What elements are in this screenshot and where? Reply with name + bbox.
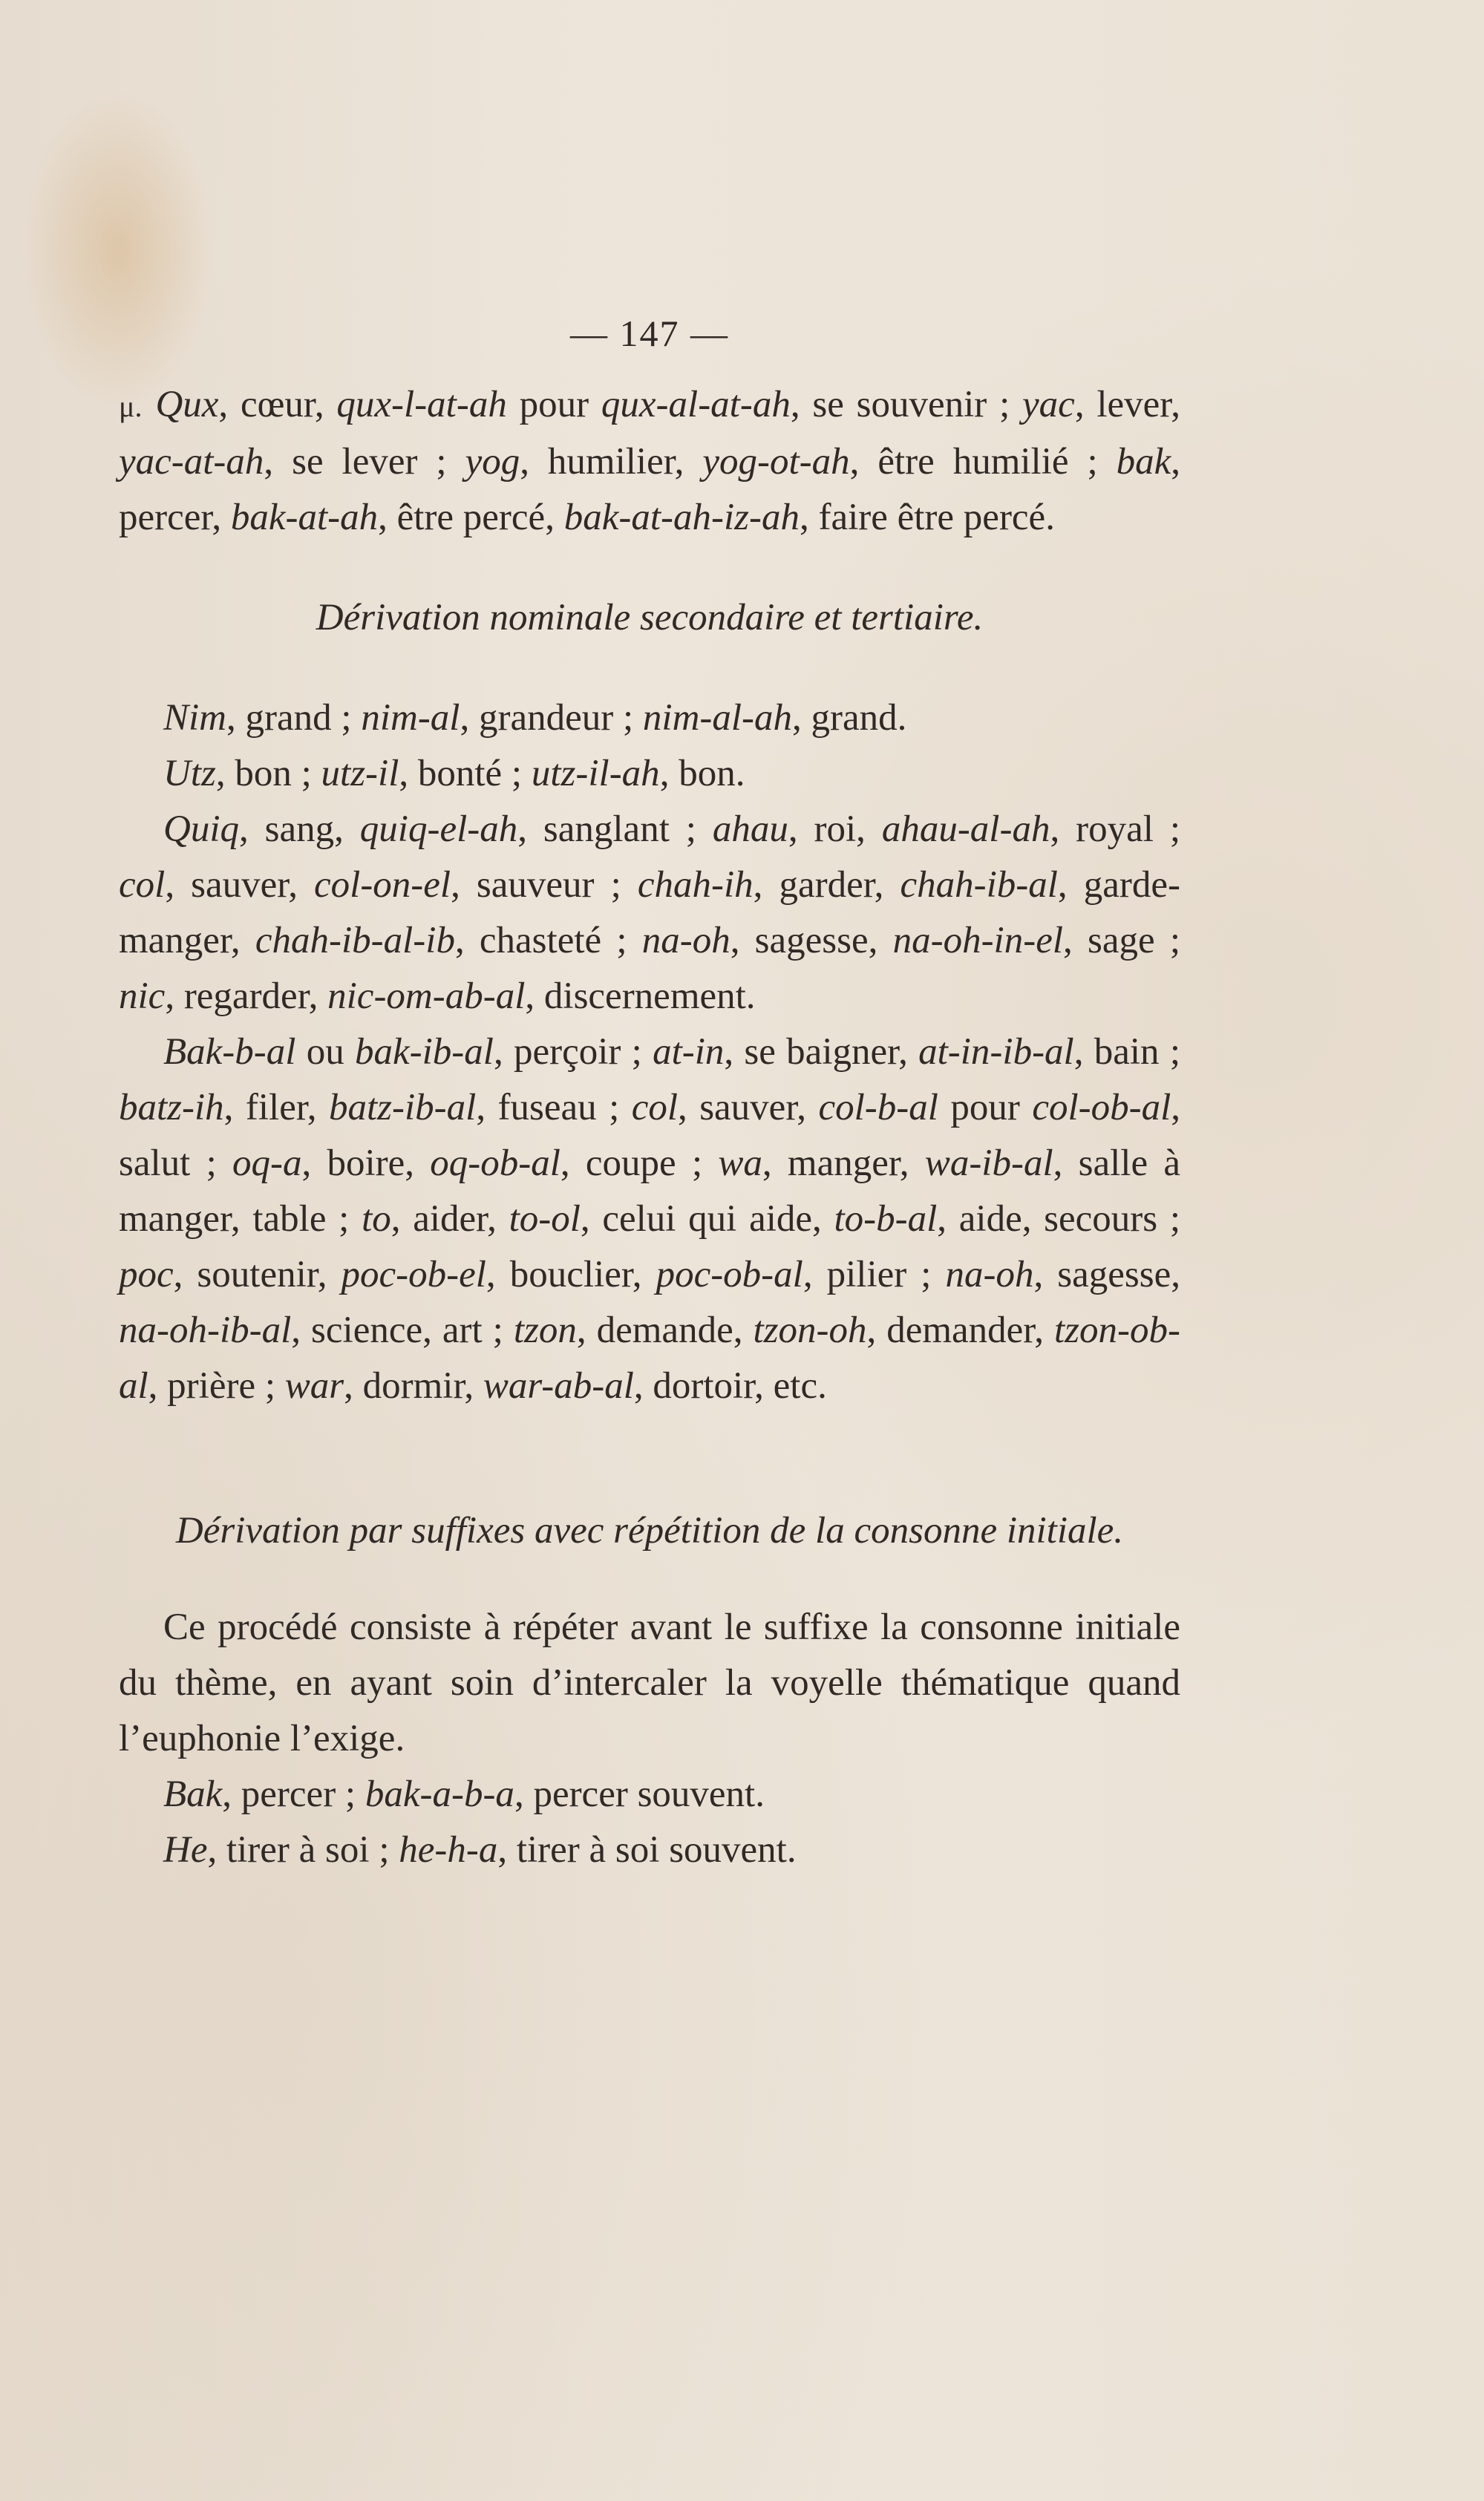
paragraph-4 [119, 802, 1180, 1024]
gloss: , tirer à soi souvent. [497, 1829, 797, 1871]
gloss: , sauveur ; [451, 864, 638, 906]
gloss: , se souvenir ; [790, 384, 1023, 425]
gloss: , aide, secours ; [937, 1198, 1181, 1240]
term: Bak-b-al [163, 1031, 296, 1073]
term: nim-al-ah [642, 697, 793, 739]
gloss: , chasteté ; [454, 920, 642, 961]
gloss: , aider, [390, 1198, 509, 1240]
gloss: , science, art ; [291, 1310, 514, 1351]
term: ahau-al-ah [881, 808, 1050, 850]
gloss: , sauver, [678, 1087, 819, 1128]
heading-suffix-derivation: Dérivation par suffixes avec répétition de la consonne initiale. [175, 1510, 1124, 1552]
paragraph-1 [119, 377, 1180, 546]
gloss: , demander, [866, 1310, 1054, 1351]
term: he-h-a [399, 1829, 498, 1871]
gloss: , boire, [301, 1142, 431, 1184]
term: chah-ib-al [900, 864, 1058, 906]
term: bak-ib-al [354, 1031, 494, 1073]
term: oq-a [232, 1142, 302, 1184]
term: bak-at-ah [230, 497, 379, 538]
term: batz-ib-al [328, 1087, 477, 1128]
term: na-oh [945, 1254, 1034, 1295]
gloss: , être percé, [378, 497, 564, 538]
term: poc-ob-el [341, 1254, 486, 1295]
term: nim-al [361, 697, 460, 739]
gloss: , humilier, [520, 441, 703, 483]
gloss: , fuseau ; [476, 1087, 632, 1128]
term: tzon-ob-al [119, 1310, 1180, 1407]
gloss: , roi, [788, 808, 882, 850]
gloss: Ce procédé consiste à répéter avant le suffixe la consonne initiale du thème, en ayant soin d’intercaler la voyelle thématique quand l’euphonie l’exige. [119, 1606, 1180, 1759]
term: at-in-ib-al [918, 1031, 1074, 1073]
gloss: , sauver, [165, 864, 315, 906]
term: ahau [712, 808, 788, 850]
gloss: , se baigner, [724, 1031, 919, 1073]
gloss: , sage ; [1063, 920, 1180, 961]
book-page [119, 312, 1180, 1878]
section-marker: μ. [119, 390, 143, 423]
term: utz-il [321, 753, 399, 794]
term: col-on-el [314, 864, 451, 906]
term: bak [1116, 441, 1171, 483]
paragraph-8 [119, 1822, 1180, 1878]
gloss: , faire être percé. [799, 497, 1055, 538]
term: tzon-oh [753, 1310, 867, 1351]
gloss: , bain ; [1073, 1031, 1181, 1073]
term: to [362, 1198, 391, 1240]
term: Nim [163, 697, 227, 739]
paragraph-3 [119, 746, 1180, 802]
gloss: , garder, [753, 864, 900, 906]
gloss: , grand ; [226, 697, 362, 739]
gloss: , sagesse, [1033, 1254, 1180, 1295]
term: Bak [163, 1773, 223, 1815]
term: na-oh-ib-al [119, 1310, 292, 1351]
term: at-in [653, 1031, 725, 1073]
term: to-ol [509, 1198, 581, 1240]
gloss: pour [506, 384, 601, 425]
heading-nominal-derivation: Dérivation nominale secondaire et tertiaire. [316, 597, 984, 638]
gloss: , grand. [792, 697, 907, 739]
gloss: , salle à manger, table ; [119, 1142, 1180, 1240]
term: quiq-el-ah [359, 808, 518, 850]
term: batz-ih [119, 1087, 224, 1128]
term: yog-ot-ah [702, 441, 850, 483]
gloss: , perçoir ; [493, 1031, 653, 1073]
term: war-ab-al [483, 1365, 634, 1407]
term: chah-ib-al-ib [255, 920, 455, 961]
gloss: , royal ; [1050, 808, 1180, 850]
term: Quiq [163, 808, 239, 850]
term: oq-ob-al [430, 1142, 560, 1184]
term: col [631, 1087, 678, 1128]
term: He [163, 1829, 208, 1871]
term: wa [718, 1142, 762, 1184]
term: bak-a-b-a [365, 1773, 514, 1815]
term: poc-ob-al [656, 1254, 803, 1295]
gloss: , tirer à soi ; [207, 1829, 399, 1871]
term: col-b-al [818, 1087, 938, 1128]
page-number: — 147 — [570, 313, 729, 354]
gloss: , coupe ; [560, 1142, 719, 1184]
term: Qux [155, 384, 219, 425]
gloss: , se lever ; [264, 441, 465, 483]
gloss: , celui qui aide, [580, 1198, 834, 1240]
term: nic-om-ab-al [327, 975, 526, 1017]
gloss: , percer souvent. [514, 1773, 765, 1815]
term: bak-at-ah-iz-ah [563, 497, 800, 538]
term: Utz [163, 753, 216, 794]
term: col-ob-al [1032, 1087, 1171, 1128]
gloss: , discernement. [525, 975, 756, 1017]
term: utz-il-ah [531, 753, 660, 794]
gloss: , percer ; [222, 1773, 365, 1815]
gloss: ou [295, 1031, 355, 1073]
term: na-oh [641, 920, 730, 961]
gloss: , bon. [659, 753, 745, 794]
term: qux-l-at-ah [336, 384, 507, 425]
gloss: , bonté ; [399, 753, 532, 794]
term: na-oh-in-el [892, 920, 1064, 961]
gloss: , regarder, [165, 975, 328, 1017]
gloss: , percer, [119, 441, 1180, 538]
gloss: , demande, [576, 1310, 754, 1351]
gloss: , garde-manger, [119, 864, 1180, 961]
gloss: , cœur, [218, 384, 337, 425]
gloss: , lever, [1074, 384, 1180, 425]
term: col [119, 864, 166, 906]
gloss: , soutenir, [173, 1254, 341, 1295]
gloss: , sagesse, [730, 920, 893, 961]
paragraph-1-text [119, 384, 1180, 538]
gloss: , dormir, [344, 1365, 483, 1407]
gloss: , sanglant ; [517, 808, 713, 850]
term: war [284, 1365, 344, 1407]
gloss: , prière ; [148, 1365, 285, 1407]
term: tzon [513, 1310, 577, 1351]
paragraph-5 [119, 1024, 1180, 1414]
gloss: , salut ; [119, 1087, 1181, 1184]
gloss: , bouclier, [486, 1254, 656, 1295]
gloss: , pilier ; [803, 1254, 946, 1295]
gloss: , grandeur ; [460, 697, 643, 739]
paragraph-2 [119, 690, 1180, 746]
gloss: , filer, [223, 1087, 329, 1128]
term: to-b-al [834, 1198, 938, 1240]
term: wa-ib-al [924, 1142, 1053, 1184]
term: yac [1022, 384, 1075, 425]
gloss: , manger, [762, 1142, 925, 1184]
paragraph-7 [119, 1767, 1180, 1822]
gloss: , sang, [239, 808, 360, 850]
gloss: pour [938, 1087, 1033, 1128]
term: qux-al-at-ah [601, 384, 791, 425]
term: chah-ih [637, 864, 754, 906]
term: yog [465, 441, 520, 483]
term: yac-at-ah [119, 441, 264, 483]
gloss: , dortoir, etc. [633, 1365, 827, 1407]
gloss: , être humilié ; [849, 441, 1117, 483]
term: poc [119, 1254, 174, 1295]
gloss: , bon ; [215, 753, 321, 794]
term: nic [119, 975, 166, 1017]
paragraph-6 [119, 1600, 1180, 1767]
